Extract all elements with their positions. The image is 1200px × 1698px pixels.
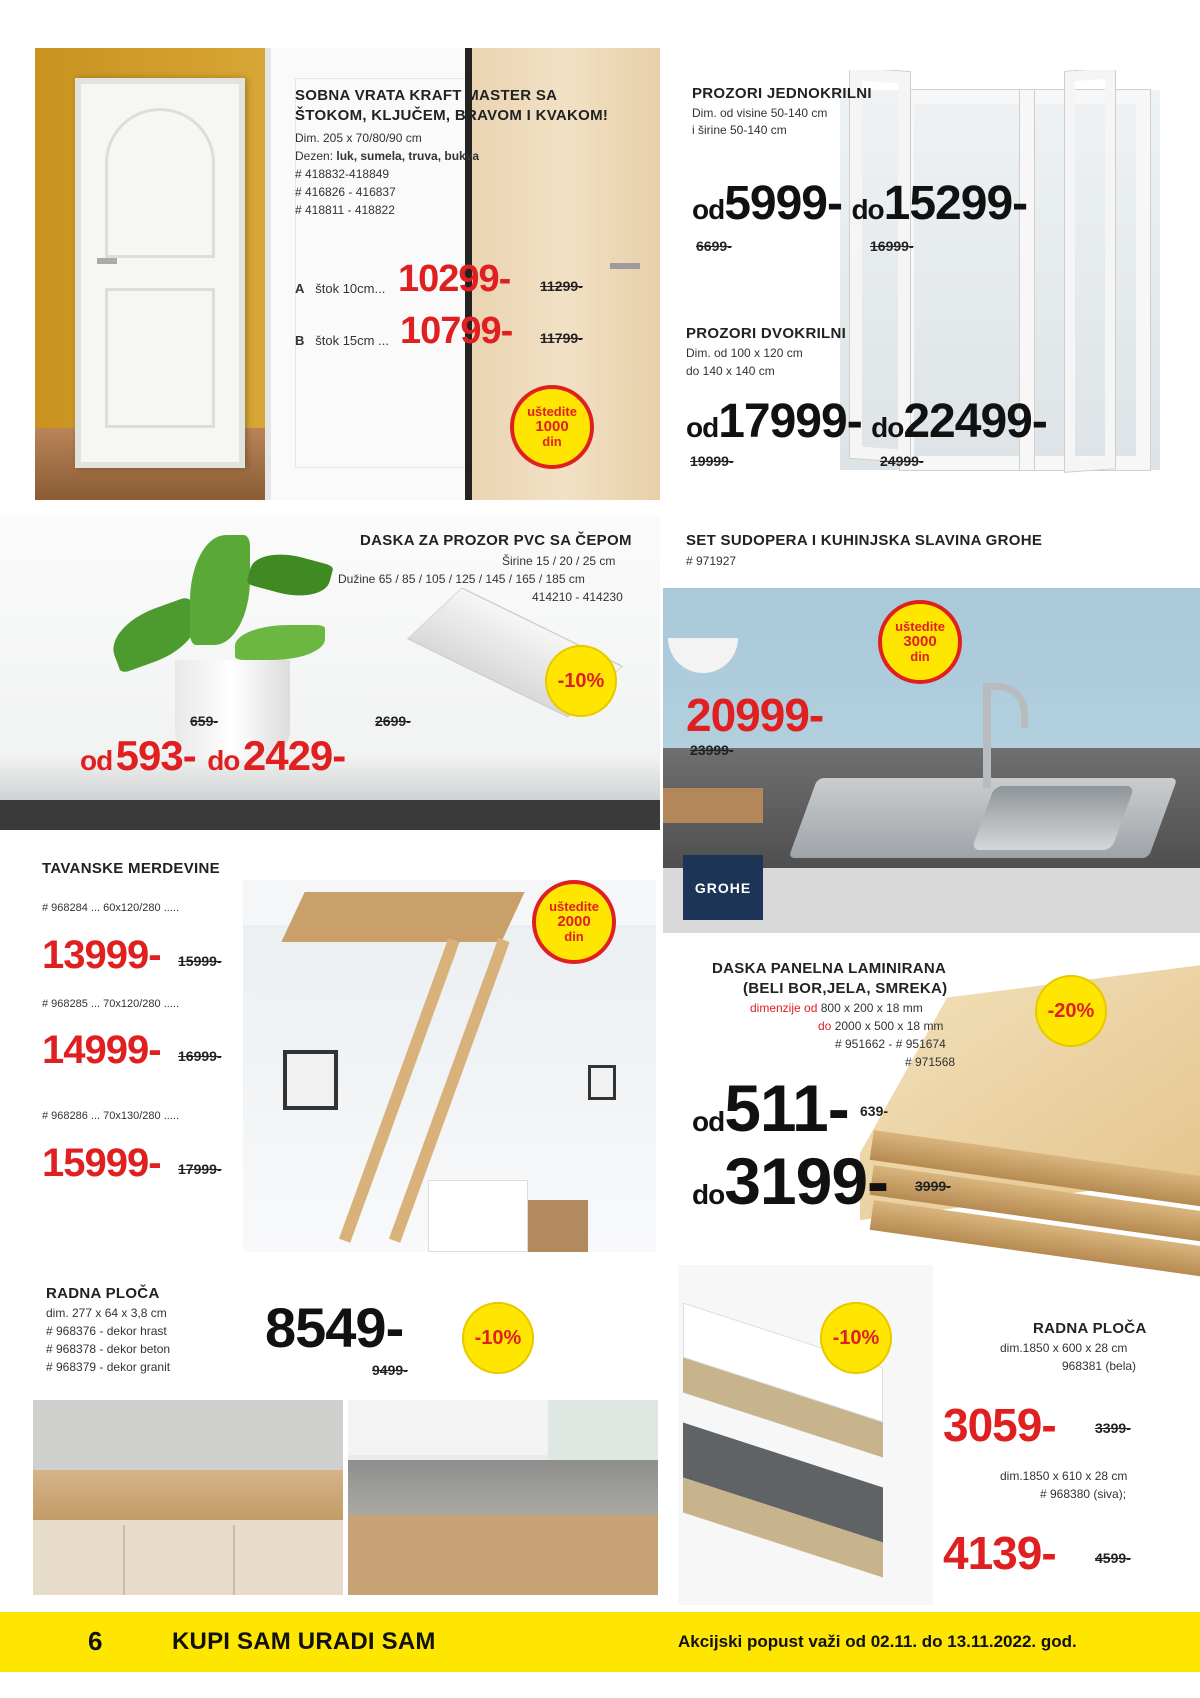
panel-codes-2: # 971568 (905, 1055, 956, 1069)
door-badge-line3: din (542, 433, 562, 449)
ladder-old-2: 16999- (178, 1048, 222, 1064)
panel-dim2-label: do (818, 1019, 832, 1033)
door-code-2: # 416826 - 416837 (295, 185, 396, 199)
worktop1-code-3: # 968379 - dekor granit (46, 1360, 171, 1374)
window-single-price-range (692, 177, 1028, 230)
panel-from-value: 511- (724, 1071, 849, 1145)
door-option-b-label: štok 15cm ... (315, 333, 389, 348)
sink-old-price: 23999- (690, 742, 734, 758)
sill-codes: 414210 - 414230 (532, 590, 623, 604)
sink-price: 20999- (686, 689, 824, 741)
panel-dim-label: dimenzije od (750, 1001, 818, 1015)
window-single-to-old: 16999- (870, 238, 914, 254)
ladder-badge-line1: uštedite (549, 899, 599, 915)
worktop2-code1: 968381 (bela) (1062, 1359, 1137, 1373)
ladder-savings-badge (532, 880, 616, 964)
ladder-price-2: 14999- (42, 1028, 161, 1072)
window-double-to-old: 24999- (880, 453, 924, 469)
sink-badge-line1: uštedite (895, 619, 945, 635)
ladder-old-3: 17999- (178, 1161, 222, 1177)
ladder-code-1: # 968284 ... 60x120/280 ..... (42, 902, 179, 914)
worktop2-title: RADNA PLOČA (1033, 1320, 1147, 1337)
sink-badge-line3: din (910, 648, 930, 664)
ladder-title: TAVANSKE MERDEVINE (42, 860, 220, 877)
grohe-logo-text: GROHE (694, 879, 752, 896)
ladder-price-1: 13999- (42, 933, 161, 977)
sink-savings-badge (878, 600, 962, 684)
sill-lengths: Dužine 65 / 85 / 105 / 125 / 145 / 165 / 185 cm (338, 572, 585, 586)
worktop2-old2: 4599- (1095, 1550, 1131, 1566)
window-double-title: PROZORI DVOKRILNI (686, 325, 847, 342)
window-double-from: 17999- (718, 395, 862, 448)
panel-od: od (692, 1106, 725, 1137)
sill-title: DASKA ZA PROZOR PVC SA ČEPOM (360, 532, 632, 549)
panel-from-old: 639- (860, 1103, 889, 1119)
ladder-badge-line2: 2000 (557, 913, 591, 931)
door-option-a (295, 280, 385, 297)
ladder-code-3: # 968286 ... 70x130/280 ..... (42, 1110, 179, 1122)
ladder-old-1: 15999- (178, 953, 222, 969)
worktop2-code2: # 968380 (siva); (1040, 1487, 1127, 1501)
panel-dim2-value: 2000 x 500 x 18 mm (834, 1019, 944, 1033)
panel-to-value: 3199- (724, 1144, 889, 1218)
sink-title: SET SUDOPERA I KUHINJSKA SLAVINA GROHE (686, 532, 1043, 549)
panel-from (692, 1071, 849, 1145)
sill-discount-badge: -10% (545, 645, 617, 717)
ladder-badge-line3: din (564, 928, 584, 944)
sill-to-old: 2699- (375, 713, 411, 729)
ladder-code-2: # 968285 ... 70x120/280 ..... (42, 998, 179, 1010)
door-code-1: # 418832-418849 (295, 167, 390, 181)
worktop2-dim2: dim.1850 x 610 x 28 cm (1000, 1469, 1128, 1483)
window-single-do: do (851, 194, 884, 225)
door-dezen (295, 148, 479, 165)
door-title-line2: ŠTOKOM, KLJUČEM, BRAVOM I KVAKOM! (295, 107, 609, 124)
worktop1-photo-stone (348, 1400, 658, 1595)
door-option-a-old: 11299- (540, 278, 583, 294)
window-single-from: 5999- (724, 177, 842, 230)
panel-do: do (692, 1179, 725, 1210)
panel-dim-2 (818, 1018, 943, 1035)
door-title-line1: SOBNA VRATA KRAFT MASTER SA (295, 87, 558, 104)
worktop1-discount-badge: -10% (462, 1302, 534, 1374)
window-double-dim2: do 140 x 140 cm (686, 364, 775, 378)
worktop2-price2: 4139- (943, 1527, 1056, 1579)
door-dim: Dim. 205 x 70/80/90 cm (295, 131, 422, 145)
door-dezen-label: Dezen: (295, 149, 337, 163)
worktop1-old-price: 9499- (372, 1362, 408, 1378)
door-badge-line1: uštedite (527, 404, 577, 420)
panel-dim-1 (750, 1000, 923, 1017)
panel-to (692, 1144, 889, 1218)
sill-widths: Širine 15 / 20 / 25 cm (502, 554, 616, 568)
window-single-title: PROZORI JEDNOKRILNI (692, 85, 872, 102)
panel-title-2: (BELI BOR,JELA, SMREKA) (743, 980, 948, 997)
door-option-b-letter: B (295, 333, 305, 348)
panel-codes-1: # 951662 - # 951674 (835, 1037, 946, 1051)
worktop1-code-2: # 968378 - dekor beton (46, 1342, 171, 1356)
worktop1-photo-wood (33, 1400, 343, 1595)
door-option-b-old: 11799- (540, 330, 583, 346)
panel-discount-badge: -20% (1035, 975, 1107, 1047)
sink-badge-line2: 3000 (903, 633, 937, 651)
panel-title-1: DASKA PANELNA LAMINIRANA (712, 960, 947, 977)
worktop2-photo (678, 1265, 933, 1605)
sill-price-range (80, 732, 346, 779)
sill-to: 2429- (242, 732, 346, 779)
door-option-b (295, 332, 389, 349)
door-savings-badge (510, 385, 594, 469)
sill-do: do (207, 745, 240, 776)
window-single-to: 15299- (883, 177, 1028, 230)
door-badge-line2: 1000 (535, 418, 569, 436)
door-option-a-label: štok 10cm... (315, 281, 386, 296)
worktop2-discount-badge: -10% (820, 1302, 892, 1374)
footer-page-number: 6 (88, 1626, 103, 1656)
door-option-b-price: 10799- (400, 310, 513, 352)
worktop2-price1: 3059- (943, 1399, 1056, 1451)
window-double-do: do (871, 412, 904, 443)
window-double-dim1: Dim. od 100 x 120 cm (686, 346, 803, 360)
window-single-od: od (692, 194, 725, 225)
sill-od: od (80, 745, 113, 776)
window-single-dim1: Dim. od visine 50-140 cm (692, 106, 828, 120)
worktop1-price: 8549- (265, 1296, 404, 1359)
sill-from: 593- (115, 732, 196, 779)
worktop1-code-1: # 968376 - dekor hrast (46, 1324, 167, 1338)
window-double-od: od (686, 412, 719, 443)
footer-slogan: KUPI SAM URADI SAM (172, 1628, 436, 1655)
sink-code: # 971927 (686, 554, 737, 568)
door-option-a-letter: A (295, 281, 305, 296)
window-single-from-old: 6699- (696, 238, 732, 254)
worktop2-old1: 3399- (1095, 1420, 1131, 1436)
grohe-logo (683, 855, 763, 920)
window-double-from-old: 19999- (690, 453, 734, 469)
panel-to-old: 3999- (915, 1178, 951, 1194)
footer-validity: Akcijski popust važi od 02.11. do 13.11.2022. god. (678, 1632, 1077, 1651)
sill-from-old: 659- (190, 713, 219, 729)
worktop1-title: RADNA PLOČA (46, 1285, 160, 1302)
door-code-3: # 418811 - 418822 (295, 203, 395, 217)
door-option-a-price: 10299- (398, 258, 511, 300)
window-double-to: 22499- (903, 395, 1047, 448)
ladder-price-3: 15999- (42, 1141, 161, 1185)
panel-dim1-value: 800 x 200 x 18 mm (820, 1001, 923, 1015)
window-single-dim2: i širine 50-140 cm (692, 123, 787, 137)
window-double-price-range (686, 395, 1047, 448)
door-dezen-value: luk, sumela, truva, bukva (336, 149, 480, 163)
footer-bar (0, 1612, 1200, 1672)
worktop1-dim: dim. 277 x 64 x 3,8 cm (46, 1306, 167, 1320)
worktop2-dim1: dim.1850 x 600 x 28 cm (1000, 1341, 1128, 1355)
